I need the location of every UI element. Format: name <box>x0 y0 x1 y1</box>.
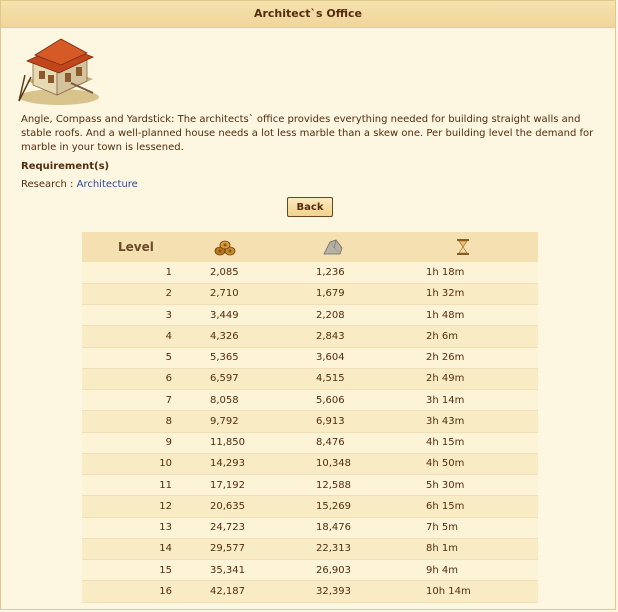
architecture-research-link[interactable]: Architecture <box>76 179 138 190</box>
wood-cost-cell: 9,792 <box>172 411 278 432</box>
table-row <box>82 581 538 602</box>
build-time-cell: 3h 14m <box>388 390 538 411</box>
build-time-cell: 6h 15m <box>388 496 538 517</box>
requirements-heading: Requirement(s) <box>21 161 110 172</box>
wood-cost-cell: 42,187 <box>172 581 278 602</box>
table-row <box>82 411 538 432</box>
level-cell: 6 <box>82 368 172 389</box>
marble-icon <box>322 238 344 256</box>
level-cell: 10 <box>82 453 172 474</box>
level-cell: 2 <box>82 283 172 304</box>
marble-cost-cell: 26,903 <box>278 560 388 581</box>
level-cell: 13 <box>82 517 172 538</box>
wood-cost-cell: 14,293 <box>172 453 278 474</box>
table-header-row <box>82 232 538 262</box>
level-column-header: Level <box>118 240 154 254</box>
requirements-line <box>21 179 138 190</box>
level-cell: 14 <box>82 538 172 559</box>
build-time-cell: 9h 4m <box>388 560 538 581</box>
table-row <box>82 496 538 517</box>
marble-cost-cell: 32,393 <box>278 581 388 602</box>
marble-cost-cell: 1,236 <box>278 262 388 283</box>
wood-cost-cell: 11,850 <box>172 432 278 453</box>
wood-cost-cell: 17,192 <box>172 475 278 496</box>
level-cell: 11 <box>82 475 172 496</box>
build-time-cell: 1h 18m <box>388 262 538 283</box>
table-row <box>82 368 538 389</box>
requirement-type-label: Research : <box>21 179 77 190</box>
wood-cost-cell: 4,326 <box>172 326 278 347</box>
level-cell: 1 <box>82 262 172 283</box>
build-time-cell: 2h 26m <box>388 347 538 368</box>
table-row <box>82 560 538 581</box>
time-column-header <box>388 232 538 262</box>
wood-cost-cell: 29,577 <box>172 538 278 559</box>
table-row <box>82 326 538 347</box>
level-cell: 7 <box>82 390 172 411</box>
wood-cost-cell: 6,597 <box>172 368 278 389</box>
build-time-cell: 4h 15m <box>388 432 538 453</box>
table-row <box>82 347 538 368</box>
build-time-cell: 10h 14m <box>388 581 538 602</box>
marble-cost-cell: 22,313 <box>278 538 388 559</box>
build-time-cell: 5h 30m <box>388 475 538 496</box>
table-row <box>82 262 538 283</box>
table-row <box>82 538 538 559</box>
wood-icon <box>213 238 237 256</box>
marble-cost-cell: 1,679 <box>278 283 388 304</box>
level-cell: 3 <box>82 305 172 326</box>
wood-column-header <box>172 232 278 262</box>
level-cell: 4 <box>82 326 172 347</box>
table-row <box>82 305 538 326</box>
level-cell: 8 <box>82 411 172 432</box>
marble-column-header <box>278 232 388 262</box>
window-title: Architect`s Office <box>1 1 615 28</box>
build-time-cell: 8h 1m <box>388 538 538 559</box>
back-button[interactable]: Back <box>287 197 333 217</box>
table-row <box>82 390 538 411</box>
level-cell: 12 <box>82 496 172 517</box>
building-description: Angle, Compass and Yardstick: The architects` office provides everything needed for building straight walls and stable roofs. And a well-planned house needs a lot less marble than a skew one. Per building level the demand for marble in your town is lessened. <box>21 114 594 153</box>
marble-cost-cell: 15,269 <box>278 496 388 517</box>
marble-cost-cell: 4,515 <box>278 368 388 389</box>
level-cost-table <box>82 232 538 603</box>
wood-cost-cell: 35,341 <box>172 560 278 581</box>
wood-cost-cell: 2,085 <box>172 262 278 283</box>
build-time-cell: 2h 6m <box>388 326 538 347</box>
marble-cost-cell: 2,208 <box>278 305 388 326</box>
build-time-cell: 1h 48m <box>388 305 538 326</box>
marble-cost-cell: 10,348 <box>278 453 388 474</box>
marble-cost-cell: 3,604 <box>278 347 388 368</box>
marble-cost-cell: 2,843 <box>278 326 388 347</box>
level-cell: 15 <box>82 560 172 581</box>
wood-cost-cell: 5,365 <box>172 347 278 368</box>
wood-cost-cell: 8,058 <box>172 390 278 411</box>
architects-office-building-icon <box>13 31 103 107</box>
level-cell: 16 <box>82 581 172 602</box>
table-row <box>82 283 538 304</box>
marble-cost-cell: 6,913 <box>278 411 388 432</box>
level-cell: 5 <box>82 347 172 368</box>
build-time-cell: 2h 49m <box>388 368 538 389</box>
table-row <box>82 517 538 538</box>
table-row <box>82 432 538 453</box>
marble-cost-cell: 8,476 <box>278 432 388 453</box>
build-time-cell: 4h 50m <box>388 453 538 474</box>
build-time-cell: 1h 32m <box>388 283 538 304</box>
build-time-cell: 7h 5m <box>388 517 538 538</box>
wood-cost-cell: 20,635 <box>172 496 278 517</box>
wood-cost-cell: 24,723 <box>172 517 278 538</box>
marble-cost-cell: 5,606 <box>278 390 388 411</box>
level-cell: 9 <box>82 432 172 453</box>
wood-cost-cell: 3,449 <box>172 305 278 326</box>
marble-cost-cell: 12,588 <box>278 475 388 496</box>
build-time-cell: 3h 43m <box>388 411 538 432</box>
hourglass-icon <box>455 238 471 256</box>
table-row <box>82 475 538 496</box>
marble-cost-cell: 18,476 <box>278 517 388 538</box>
table-row <box>82 453 538 474</box>
wood-cost-cell: 2,710 <box>172 283 278 304</box>
